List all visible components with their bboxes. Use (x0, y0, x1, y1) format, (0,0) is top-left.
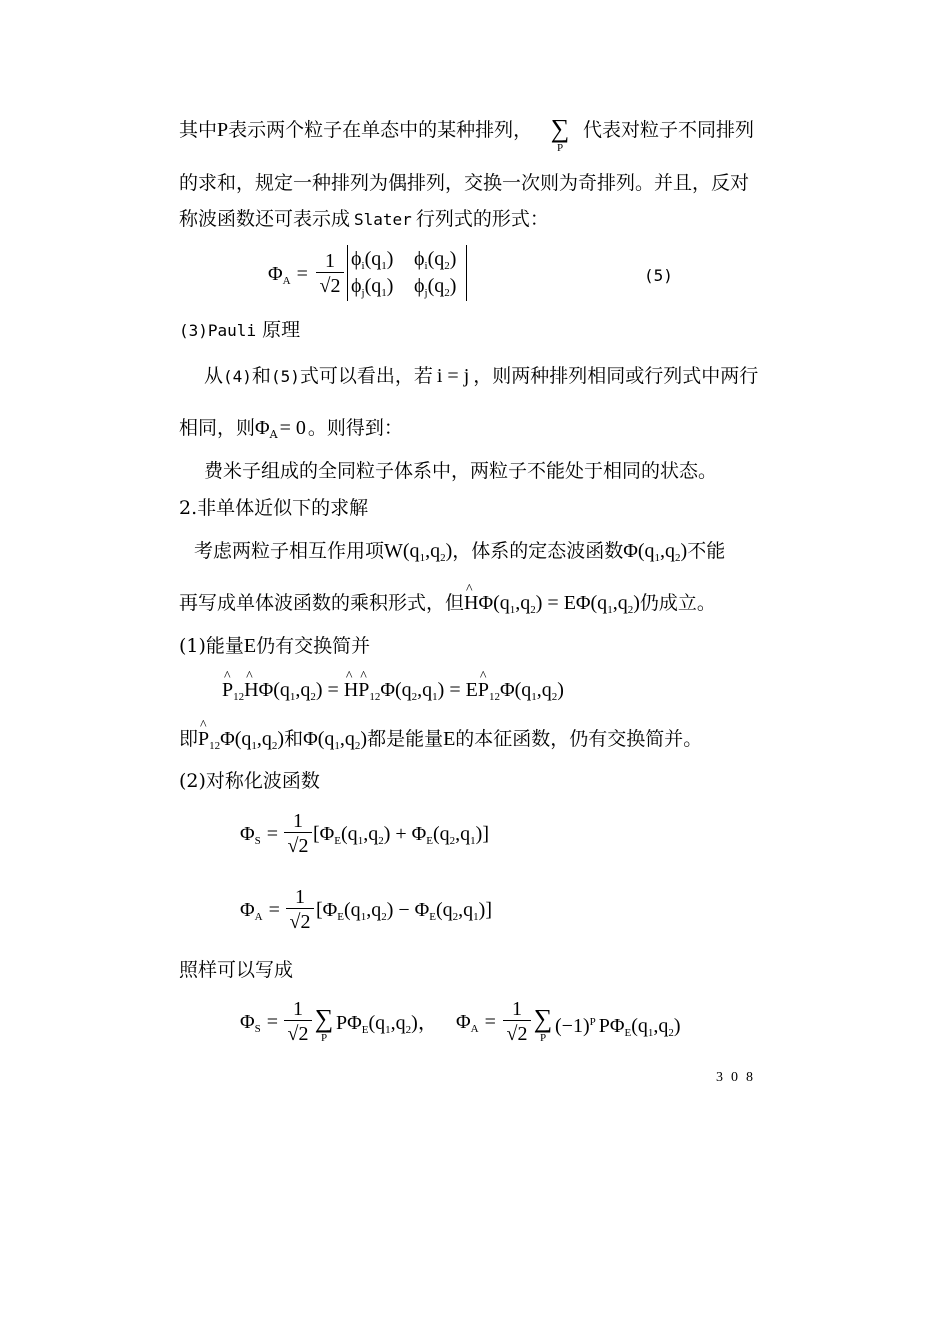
m: [Φ (316, 899, 338, 921)
phi-s-fraction (284, 810, 312, 859)
m: 2 (405, 1024, 412, 1036)
fraction-denominator: √2 (319, 275, 341, 297)
m: 2 (675, 552, 681, 564)
ref: (4) (223, 367, 252, 386)
m: ) (633, 592, 640, 614)
m: 12 (488, 691, 500, 703)
m: 2 (381, 911, 387, 923)
sum-symbol (533, 1006, 553, 1044)
h-hat: ^ H (344, 678, 358, 702)
m: ) (673, 1015, 681, 1037)
sigma-limit: P (320, 1032, 328, 1044)
text-line (179, 207, 549, 232)
text-span: ，体系的定态波函数 (452, 540, 624, 562)
m: 2 (440, 552, 446, 564)
ref: (5) (270, 367, 300, 386)
final-phi-a-fraction (503, 998, 531, 1047)
paren: ) (386, 275, 394, 297)
m: 1 (607, 604, 613, 616)
m: (q (631, 1015, 648, 1037)
p-hat: ^ P (478, 678, 489, 702)
math: i = j (436, 365, 470, 387)
fraction-numerator: 1 (512, 998, 522, 1020)
m: ， (417, 1010, 438, 1034)
fraction-denominator: √2 (287, 1023, 309, 1045)
arg: (q (427, 248, 445, 270)
sum-symbol (548, 116, 572, 154)
m: 1 (531, 691, 537, 703)
sigma-glyph: ∑ (314, 1004, 334, 1033)
m: 2 (378, 835, 384, 847)
phi: Φ (240, 899, 255, 921)
m: 2 (310, 691, 316, 703)
text-span: 2.非单体近似下的求解 (179, 497, 369, 519)
text-line (583, 118, 754, 142)
math-var: P (217, 119, 229, 141)
m: 1 (654, 552, 661, 564)
m: 1 (251, 740, 257, 752)
m: ) = EΦ(q (535, 592, 608, 614)
phi: Φ (240, 1011, 255, 1033)
m: ) (411, 1012, 418, 1034)
phi-glyph: ϕ (351, 275, 362, 297)
m: 1 (470, 835, 476, 847)
text-span: 即 (179, 728, 199, 750)
h-hat: ^ H (464, 591, 478, 615)
m: Φ(q (303, 728, 335, 750)
phi-glyph: ϕ (351, 248, 362, 270)
arg: (q (364, 275, 382, 297)
text-span: 称波函数还可表示成 (179, 208, 351, 230)
section-heading (179, 318, 300, 343)
m: ,q (366, 899, 382, 921)
idx: i (361, 260, 365, 272)
text-line (194, 539, 725, 570)
text-span: 表示两个粒子在单态中的某种排列， (228, 119, 533, 141)
m: (q (432, 823, 450, 845)
m: E (337, 911, 345, 923)
m: ,q (660, 540, 676, 562)
final-phi-a-body (555, 1010, 681, 1045)
m: ) (360, 728, 368, 750)
text-line (179, 118, 532, 142)
m: (q (435, 899, 453, 921)
m: (q (341, 823, 358, 845)
m: E (429, 911, 436, 923)
text-line (179, 591, 716, 622)
m: Φ(q (220, 728, 252, 750)
math-w (384, 540, 452, 562)
m: 1 (385, 1024, 391, 1036)
m: 2 (627, 604, 634, 616)
det-row-2-col-2 (414, 275, 456, 299)
slater-term: Slater (354, 210, 412, 229)
m: ,q (256, 728, 272, 750)
phi: Φ (268, 263, 283, 285)
sigma-glyph: ∑ (550, 114, 570, 143)
paren: ) (386, 248, 394, 270)
text-line (179, 727, 702, 758)
eq5-determinant (347, 245, 467, 301)
sigma-limit: P (539, 1032, 547, 1044)
det-row-2 (351, 275, 393, 299)
idx: j (361, 287, 365, 299)
m: ,q (515, 592, 531, 614)
eq5-lhs: $\Phi_A$ = (268, 263, 308, 287)
m: ,q (363, 823, 379, 845)
m: Φ(q (623, 540, 655, 562)
m: ) = E (437, 679, 478, 701)
m: 1 (334, 740, 340, 752)
m: Φ(q (478, 592, 510, 614)
eq5-label: (5) (644, 266, 673, 285)
math: = 0 (279, 417, 306, 439)
sub: A (269, 428, 278, 441)
phi-a-body (316, 898, 492, 929)
m: (q (368, 1012, 386, 1034)
m: 2 (551, 691, 558, 703)
paren: ) (449, 275, 457, 297)
idx: i (424, 260, 428, 272)
text-span: ，则两种排列相同或行列式中两行 (473, 365, 759, 387)
phi: Φ (255, 417, 270, 439)
sub: A (470, 1023, 479, 1035)
eq5-fraction (316, 250, 344, 299)
m: ) = (315, 679, 344, 701)
fraction-numerator: 1 (325, 250, 335, 272)
m: 1 (357, 835, 364, 847)
m: 2 (449, 835, 456, 847)
math-e: E (243, 635, 257, 657)
text-span: 式可以看出，若 (299, 365, 433, 387)
math-e: E (443, 728, 456, 750)
m: PΦ (336, 1012, 362, 1034)
fraction-numerator: 1 (293, 810, 303, 832)
m: PΦ (598, 1015, 625, 1037)
subsection-heading (179, 769, 320, 793)
final-phi-s-lhs (240, 1010, 284, 1041)
arg: (q (427, 275, 445, 297)
m: 2 (530, 604, 536, 616)
m: ) − Φ (386, 899, 430, 921)
fraction-denominator: √2 (506, 1023, 528, 1045)
final-phi-s-body (336, 1010, 438, 1042)
math-p-phi (198, 728, 284, 750)
eq: = (268, 899, 280, 921)
p-hat: ^ P (358, 678, 369, 702)
phi-s-lhs (240, 822, 284, 853)
m: 2 (354, 740, 361, 752)
m: ,q (295, 679, 311, 701)
fraction-denominator: √2 (289, 911, 311, 933)
fraction-numerator: 1 (293, 998, 303, 1020)
m: 1 (509, 604, 516, 616)
m: P (589, 1016, 596, 1028)
text-span: (1)能量 (179, 635, 244, 657)
section-heading (179, 496, 368, 520)
m: ,q (455, 823, 471, 845)
m: 1 (473, 911, 479, 923)
text-span: 考虑两粒子相互作用项 (194, 540, 385, 562)
p-hat: ^ P (198, 727, 209, 751)
exchange-equation (222, 678, 564, 709)
arg-sub: 2 (444, 260, 450, 272)
text-span: 其中 (179, 119, 218, 141)
m: W(q (384, 540, 420, 562)
eq: = (484, 1011, 496, 1033)
text-span: 从 (204, 365, 224, 387)
phi-sub: A (282, 275, 291, 287)
m: 12 (369, 691, 381, 703)
phi-a-fraction (286, 886, 314, 935)
text-span: 费米子组成的全同粒子体系中，两粒子不能处于相同的状态。 (204, 460, 718, 482)
m: ) (557, 679, 564, 701)
m: Φ(q (258, 679, 290, 701)
phi-a-lhs (240, 898, 286, 929)
m: )] (478, 899, 492, 921)
text-line (179, 416, 403, 447)
paren: ) (449, 248, 457, 270)
m: Φ(q (499, 679, 532, 701)
text-span: 代表对粒子不同排列 (583, 119, 755, 141)
sigma-limit: P (556, 142, 564, 154)
phi: Φ (456, 1011, 471, 1033)
m: Φ(q (380, 679, 412, 701)
text-span: 照样可以写成 (179, 959, 294, 981)
m: 2 (271, 740, 278, 752)
subsection-heading (179, 634, 370, 658)
text-span: 行列式的形式： (415, 208, 549, 230)
eq: = (266, 1011, 279, 1033)
m: 1 (289, 691, 296, 703)
fraction-denominator: √2 (287, 835, 309, 857)
sigma-glyph: ∑ (533, 1004, 553, 1033)
m: ,q (653, 1015, 669, 1037)
text-span: 相同，则 (179, 417, 256, 439)
m: E (426, 835, 433, 847)
m: (q (344, 899, 361, 921)
text-span: (2)对称化波函数 (179, 770, 320, 792)
m: E (624, 1027, 632, 1039)
page-number: 308 (716, 1070, 761, 1085)
arg: (q (364, 248, 382, 270)
sub: A (254, 911, 263, 923)
m: 12 (209, 740, 221, 752)
arg-sub: 1 (381, 287, 387, 299)
m: ,q (612, 592, 628, 614)
text-span: 再写成单体波函数的乘积形式，但 (179, 592, 465, 614)
m: ,q (390, 1012, 406, 1034)
arg-sub: 2 (444, 287, 450, 299)
text-span: 和 (251, 365, 271, 387)
m: ,q (417, 679, 433, 701)
m: 1 (647, 1027, 654, 1039)
sub: S (254, 1023, 261, 1035)
text-line (179, 958, 293, 982)
m: 2 (452, 911, 459, 923)
m: 1 (419, 552, 426, 564)
principle-statement (204, 459, 717, 483)
text-span: 原理 (262, 319, 301, 341)
math-phi (303, 728, 367, 750)
eq: = (266, 823, 279, 845)
m: ) (277, 728, 285, 750)
m: ) (680, 540, 688, 562)
sub: S (254, 835, 261, 847)
text-span: 。则得到： (307, 417, 403, 439)
text-span: 和 (284, 728, 304, 750)
m: ,q (458, 899, 474, 921)
m: 12 (233, 691, 245, 703)
m: ) (445, 540, 453, 562)
final-phi-s-fraction (284, 998, 312, 1047)
text-span: 仍有交换简并 (256, 635, 371, 657)
phi-s-body (313, 822, 489, 853)
idx: j (424, 287, 428, 299)
m: )] (475, 823, 489, 845)
det-row-1 (351, 248, 393, 272)
sum-symbol (314, 1006, 334, 1044)
det-row-1-col-2 (414, 248, 456, 272)
m: 1 (432, 691, 438, 703)
math-phi (623, 540, 687, 562)
text-span: 的本征函数，仍有交换简并。 (455, 728, 703, 750)
text-span: 的求和，规定一种排列为偶排列，交换一次则为奇排列。并且，反对 (179, 172, 750, 194)
text-line (204, 364, 758, 389)
m: 2 (411, 691, 418, 703)
m: 2 (668, 1027, 674, 1039)
p-hat: ^ P (222, 678, 233, 702)
m: ,q (425, 540, 441, 562)
math-schrodinger (464, 592, 640, 614)
final-phi-a-lhs (456, 1010, 502, 1041)
text-span: 都是能量 (367, 728, 444, 750)
m: E (334, 835, 342, 847)
text-line (179, 171, 749, 195)
m: (−1) (555, 1015, 590, 1037)
m: ) + Φ (383, 823, 427, 845)
m: 1 (360, 911, 367, 923)
text-span: 不能 (687, 540, 726, 562)
text-span: (3) (179, 321, 208, 340)
arg-sub: 1 (381, 260, 387, 272)
m: ,q (536, 679, 552, 701)
text-span: Pauli (207, 321, 257, 340)
phi: Φ (240, 823, 255, 845)
phi-glyph: ϕ (414, 275, 425, 297)
phi-glyph: ϕ (414, 248, 425, 270)
m: ,q (339, 728, 355, 750)
text-span: 仍成立。 (639, 592, 716, 614)
h-hat: ^ H (244, 678, 258, 702)
fraction-numerator: 1 (295, 886, 305, 908)
m: E (361, 1024, 369, 1036)
m: [Φ (313, 823, 335, 845)
